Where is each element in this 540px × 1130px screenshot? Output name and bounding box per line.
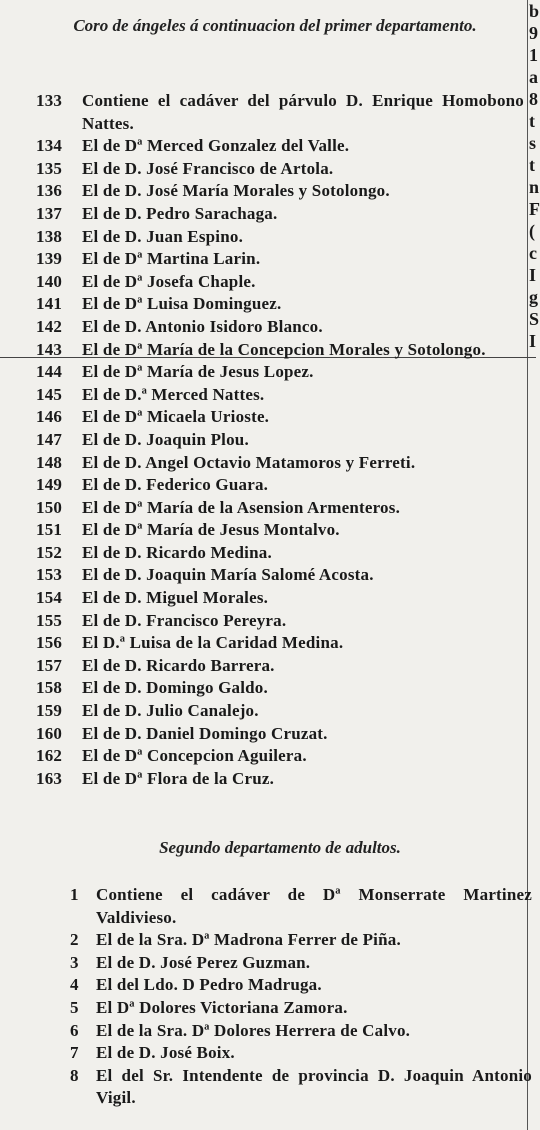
entry-text: El de D. José María Morales y Sotolongo. bbox=[82, 181, 390, 201]
entry-number: 154 bbox=[36, 588, 63, 608]
list-item bbox=[36, 406, 524, 429]
list-item bbox=[36, 293, 524, 316]
entry-number: 153 bbox=[36, 565, 63, 585]
list-item bbox=[36, 745, 524, 768]
entry-number: 159 bbox=[36, 701, 63, 721]
list-item bbox=[36, 564, 524, 587]
entry-text: El de D. Daniel Domingo Cruzat. bbox=[82, 723, 328, 743]
entry-number: 138 bbox=[36, 226, 63, 246]
entry-number: 136 bbox=[36, 181, 63, 201]
margin-letter: ( bbox=[529, 221, 535, 241]
entry-number: 8 bbox=[70, 1065, 79, 1085]
list-item bbox=[36, 723, 524, 746]
list-item bbox=[36, 677, 524, 700]
entry-text: El de D. Juan Espino. bbox=[82, 226, 244, 246]
entry-text: El de D. Ricardo Barrera. bbox=[82, 655, 275, 675]
entry-number: 4 bbox=[70, 975, 79, 995]
entry-number: 160 bbox=[36, 723, 63, 743]
entry-text: El de la Sra. Dª Dolores Herrera de Calvo. bbox=[96, 1020, 411, 1040]
margin-letter: S bbox=[529, 309, 540, 329]
list-item bbox=[36, 452, 524, 475]
list-item bbox=[70, 1020, 532, 1043]
entry-text: El de D. José Francisco de Artola. bbox=[82, 158, 334, 178]
entry-text: El del Ldo. D Pedro Madruga. bbox=[96, 975, 322, 995]
list-item bbox=[36, 135, 524, 158]
list-item bbox=[36, 226, 524, 249]
entry-number: 147 bbox=[36, 429, 63, 449]
entry-text: El de D. Domingo Galdo. bbox=[82, 678, 268, 698]
entry-number: 142 bbox=[36, 316, 63, 336]
entry-number: 139 bbox=[36, 249, 63, 269]
entry-number: 157 bbox=[36, 655, 63, 675]
entry-text: El de Dª Flora de la Cruz. bbox=[82, 768, 275, 788]
entry-number: 146 bbox=[36, 407, 63, 427]
list-item bbox=[70, 1065, 532, 1110]
margin-letter: 8 bbox=[529, 89, 538, 109]
entry-text: El de D.ª Merced Nattes. bbox=[82, 384, 265, 404]
list-item bbox=[36, 316, 524, 339]
list-item bbox=[70, 929, 532, 952]
list-item bbox=[36, 497, 524, 520]
entry-text: El de D. Francisco Pereyra. bbox=[82, 610, 287, 630]
margin-letter: 9 bbox=[529, 23, 538, 43]
list-item bbox=[36, 542, 524, 565]
entry-number: 133 bbox=[36, 91, 63, 110]
margin-letter: g bbox=[529, 287, 538, 307]
entry-number: 1 bbox=[70, 885, 79, 904]
margin-letter: n bbox=[529, 177, 540, 197]
list-item bbox=[36, 632, 524, 655]
entry-number: 2 bbox=[70, 930, 79, 950]
entry-text: El de D. Ricardo Medina. bbox=[82, 542, 272, 562]
entry-text: El de D. Joaquin Plou. bbox=[82, 429, 249, 449]
entry-list bbox=[36, 90, 524, 790]
entry-text: El de D. Joaquin María Salomé Acosta. bbox=[82, 565, 374, 585]
entry-text: El de D. Antonio Isidoro Blanco. bbox=[82, 316, 323, 336]
list-item bbox=[36, 271, 524, 294]
list-item bbox=[36, 203, 524, 226]
entry-text: El de D. José Perez Guzman. bbox=[96, 952, 311, 972]
list-item bbox=[36, 474, 524, 497]
entry-number: 148 bbox=[36, 452, 63, 472]
list-item bbox=[70, 884, 532, 929]
entry-list bbox=[70, 884, 532, 1110]
entry-number: 134 bbox=[36, 136, 63, 156]
list-item bbox=[36, 90, 524, 135]
entry-text: El de D. José Boix. bbox=[96, 1043, 235, 1063]
list-item bbox=[36, 768, 524, 791]
entry-number: 6 bbox=[70, 1020, 79, 1040]
entry-number: 7 bbox=[70, 1043, 79, 1063]
adjacent-column-fragment bbox=[529, 0, 540, 352]
entry-text: El de Dª Martina Larin. bbox=[82, 249, 261, 269]
entry-number: 140 bbox=[36, 271, 63, 291]
entry-number: 155 bbox=[36, 610, 63, 630]
entry-text: El D.ª Luisa de la Caridad Medina. bbox=[82, 633, 344, 653]
entry-text: El de Dª Josefa Chaple. bbox=[82, 271, 256, 291]
entry-number: 156 bbox=[36, 633, 63, 653]
entry-text: El de D. Julio Canalejo. bbox=[82, 701, 259, 721]
margin-letter: b bbox=[529, 1, 540, 21]
entry-number: 158 bbox=[36, 678, 63, 698]
entry-number: 151 bbox=[36, 520, 63, 540]
list-item bbox=[70, 997, 532, 1020]
entry-text: El de Dª María de la Asension Armenteros. bbox=[82, 497, 401, 517]
entry-text: El de D. Pedro Sarachaga. bbox=[82, 203, 278, 223]
entry-number: 135 bbox=[36, 158, 63, 178]
list-item bbox=[70, 974, 532, 997]
list-item bbox=[36, 248, 524, 271]
margin-letter: s bbox=[529, 133, 537, 153]
entry-number: 144 bbox=[36, 362, 63, 382]
entry-number: 145 bbox=[36, 384, 63, 404]
entry-number: 141 bbox=[36, 294, 63, 314]
margin-letter: 1 bbox=[529, 45, 538, 65]
entry-text: Contiene el cadáver del párvulo D. Enrique Homobono Nattes. bbox=[82, 91, 524, 133]
entry-text: El de D. Federico Guara. bbox=[82, 475, 269, 495]
entry-number: 149 bbox=[36, 475, 63, 495]
list-item bbox=[36, 519, 524, 542]
list-item bbox=[36, 158, 524, 181]
list-item bbox=[36, 429, 524, 452]
margin-letter: t bbox=[529, 111, 535, 131]
section-heading: Segundo departamento de adultos. bbox=[159, 838, 401, 857]
entry-text: El de Dª Luisa Dominguez. bbox=[82, 294, 282, 314]
list-item bbox=[36, 610, 524, 633]
margin-letter: I bbox=[529, 331, 537, 351]
list-item bbox=[70, 952, 532, 975]
entry-text: El de Dª Merced Gonzalez del Valle. bbox=[82, 136, 350, 156]
entry-text: El de la Sra. Dª Madrona Ferrer de Piña. bbox=[96, 930, 401, 950]
list-item bbox=[36, 384, 524, 407]
list-item bbox=[36, 361, 524, 384]
margin-letter: t bbox=[529, 155, 535, 175]
margin-letter: I bbox=[529, 265, 537, 285]
list-item bbox=[36, 655, 524, 678]
entry-text: El de D. Miguel Morales. bbox=[82, 588, 269, 608]
entry-number: 3 bbox=[70, 952, 79, 972]
entry-number: 137 bbox=[36, 203, 63, 223]
margin-letter: c bbox=[529, 243, 537, 263]
entry-text: El de Dª María de Jesus Lopez. bbox=[82, 362, 314, 382]
entry-text: El de Dª Micaela Urioste. bbox=[82, 407, 270, 427]
entry-number: 163 bbox=[36, 768, 63, 788]
margin-letter: F bbox=[529, 199, 540, 219]
entry-text: El Dª Dolores Victoriana Zamora. bbox=[96, 997, 348, 1017]
margin-letter: a bbox=[529, 67, 538, 87]
list-item bbox=[36, 180, 524, 203]
entry-number: 143 bbox=[36, 339, 63, 359]
entry-number: 5 bbox=[70, 997, 79, 1017]
entry-text: El de Dª María de Jesus Montalvo. bbox=[82, 520, 340, 540]
entry-number: 162 bbox=[36, 746, 63, 766]
list-item bbox=[36, 700, 524, 723]
entry-text: El de D. Angel Octavio Matamoros y Ferreti. bbox=[82, 452, 416, 472]
list-item bbox=[36, 587, 524, 610]
entry-text: El de Dª María de la Concepcion Morales y Sotolongo. bbox=[82, 339, 486, 359]
section-heading: Coro de ángeles á continuacion del primer departamento. bbox=[73, 16, 477, 35]
list-item bbox=[70, 1042, 532, 1065]
list-item bbox=[36, 339, 524, 362]
entry-text: El de Dª Concepcion Aguilera. bbox=[82, 746, 307, 766]
entry-number: 150 bbox=[36, 497, 63, 517]
entry-number: 152 bbox=[36, 542, 63, 562]
entry-text: El del Sr. Intendente de provincia D. Joaquin Antonio Vigil. bbox=[96, 1065, 532, 1108]
entry-text: Contiene el cadáver de Dª Monserrate Martinez Valdivieso. bbox=[96, 885, 532, 927]
